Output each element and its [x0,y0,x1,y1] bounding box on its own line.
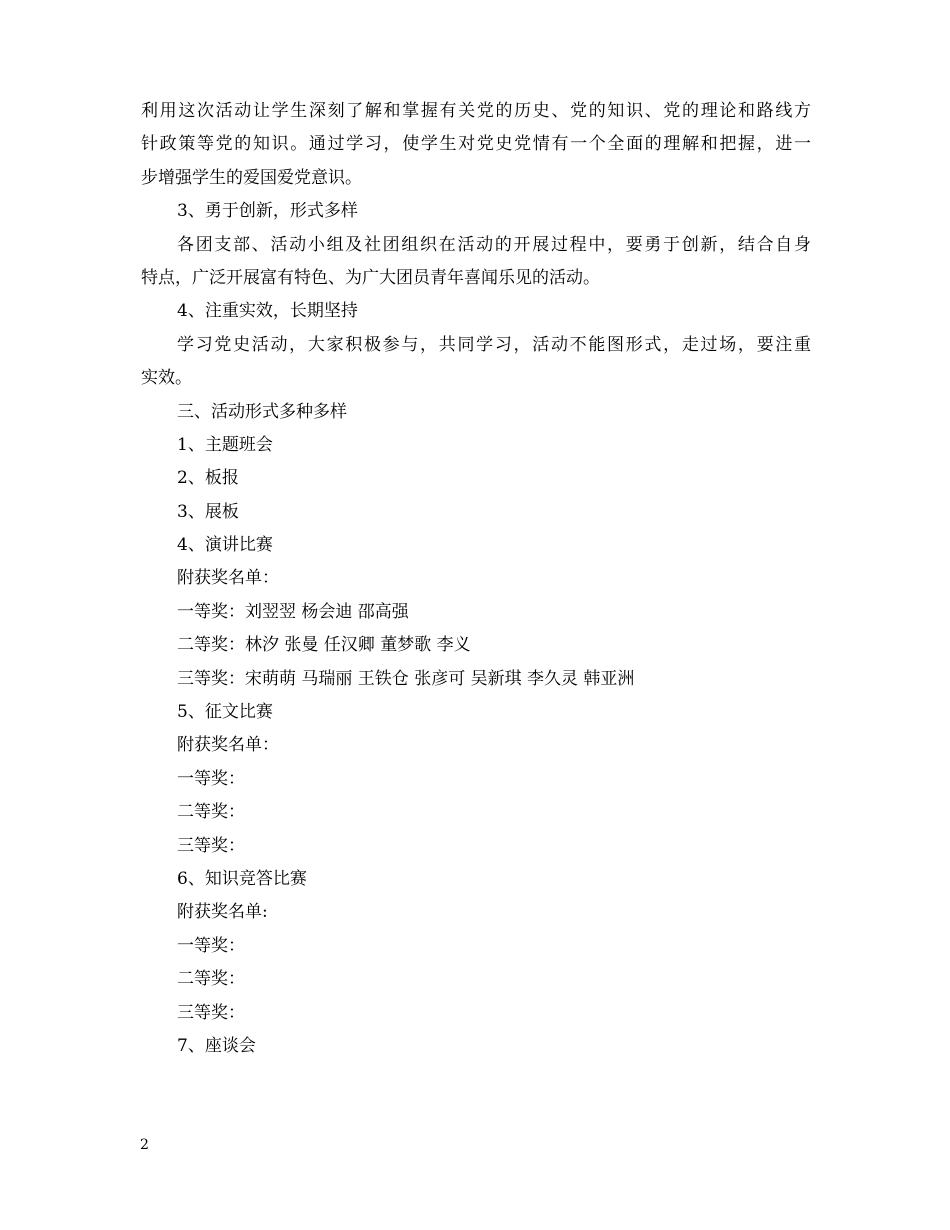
award-line: 二等奖：林汐 张曼 任汉卿 董梦歌 李义 [177,635,471,656]
list-item: 3、展板 [177,501,239,522]
list-item: 6、知识竞答比赛 [177,868,307,889]
section-heading: 3、勇于创新，形式多样 [177,201,358,222]
paragraph-line: 步增强学生的爱国爱党意识。 [141,167,362,188]
award-line: 一等奖：刘翌翌 杨会迪 邵高强 [177,601,409,622]
award-line: 三等奖： [177,1002,245,1023]
award-line: 三等奖： [177,835,245,856]
document-body [141,95,811,1063]
list-item: 7、座谈会 [177,1035,256,1056]
award-line: 三等奖：宋萌萌 马瑞丽 王铁仓 张彦可 吴新琪 李久灵 韩亚洲 [177,668,635,689]
award-list-heading: 附获奖名单: [177,902,268,923]
award-list-heading: 附获奖名单： [177,568,279,589]
award-line: 二等奖： [177,802,245,823]
award-line: 二等奖： [177,969,245,990]
paragraph-line: 实效。 [141,368,192,389]
section-heading: 4、注重实效，长期坚持 [177,301,358,322]
paragraph-line: 特点，广泛开展富有特色、为广大团员青年喜闻乐见的活动。 [141,267,600,288]
list-item: 1、主题班会 [177,434,273,455]
paragraph-line: 学习党史活动，大家积极参与，共同学习，活动不能图形式，走过场，要注重 [177,334,811,355]
award-list-heading: 附获奖名单： [177,735,279,756]
paragraph-line: 利用这次活动让学生深刻了解和掌握有关党的历史、党的知识、党的理论和路线方 [141,101,811,121]
award-line: 一等奖： [177,768,245,789]
list-item: 5、征文比赛 [177,702,273,723]
paragraph-line: 各团支部、活动小组及社团组织在活动的开展过程中，要勇于创新，结合自身 [177,234,811,255]
list-item: 2、板报 [177,468,239,489]
page-number: 2 [140,1137,149,1153]
award-line: 一等奖： [177,935,245,956]
section-heading: 三、活动形式多种多样 [177,401,347,422]
list-item: 4、演讲比赛 [177,535,273,556]
paragraph-line: 针政策等党的知识。通过学习，使学生对党史党情有一个全面的理解和把握，进一 [141,134,811,155]
